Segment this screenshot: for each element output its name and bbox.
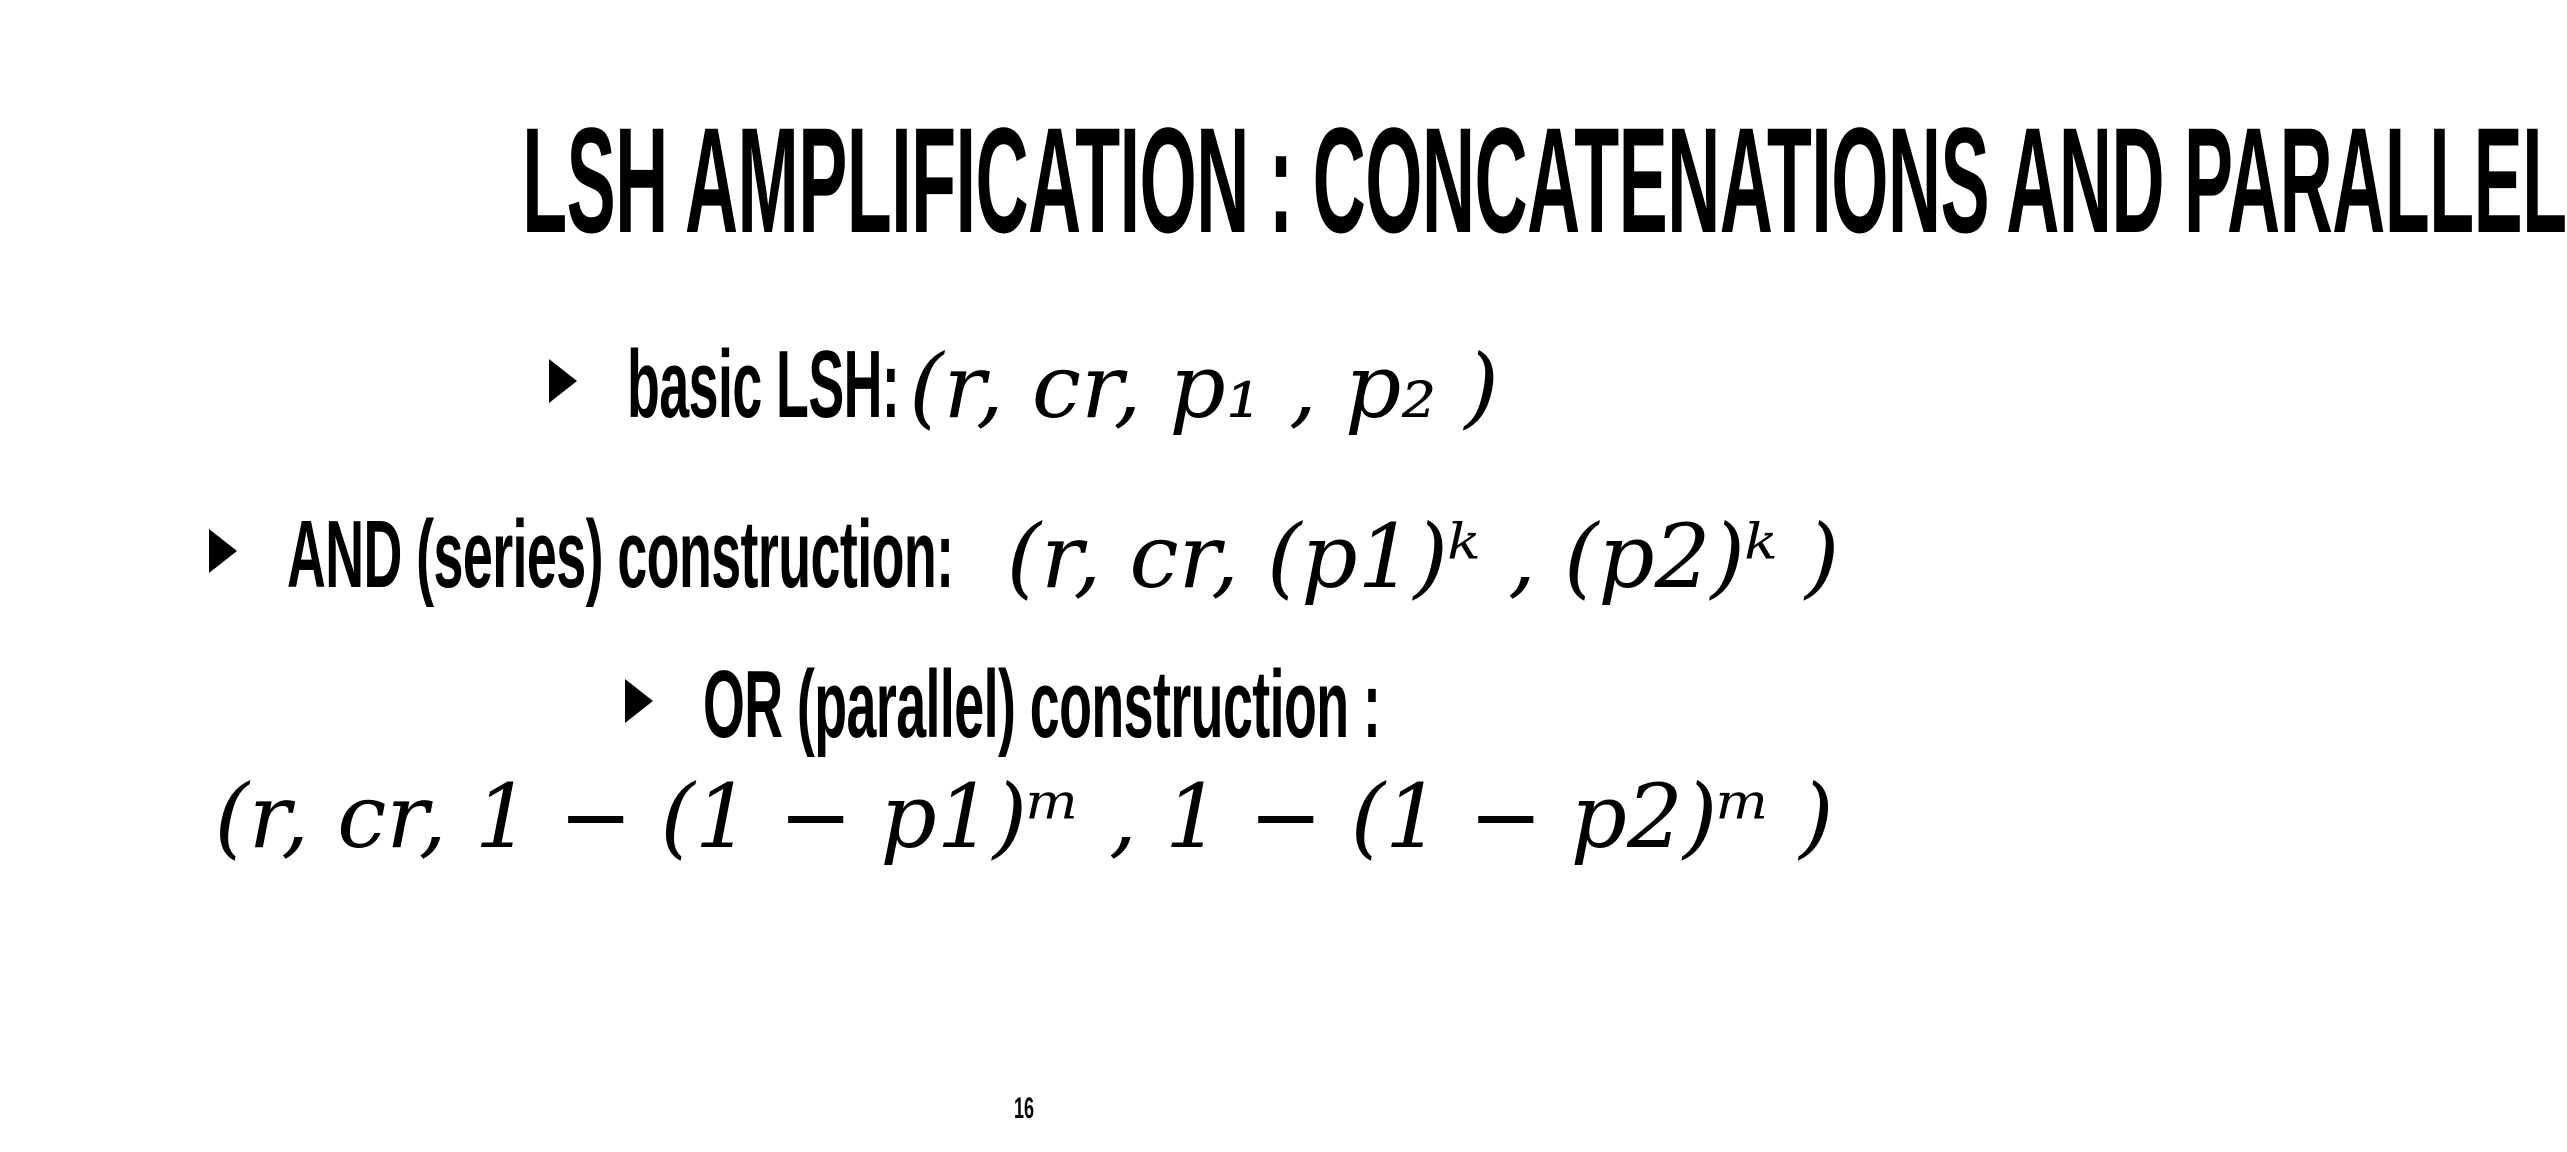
bullet-or-construction [0, 650, 2048, 760]
bullet-basic-lsh [0, 330, 2048, 440]
bullet-label: OR (parallel) construction : [703, 651, 1381, 758]
triangle-right-icon [625, 679, 653, 723]
bullet-and-construction [0, 500, 2048, 610]
slide-title: LSH AMPLIFICATION : CONCATENATIONS AND PARALLEL [522, 96, 2567, 264]
bullet-formula: (r, cr, p₁ , p₂ ) [909, 335, 1499, 438]
bullet-formula: (r, cr, 1 − (1 − p1)ᵐ , 1 − (1 − p2)ᵐ ) [214, 765, 1834, 868]
bullet-label: AND (series) construction: [286, 501, 954, 608]
page-number: 16 [1013, 1092, 1035, 1125]
triangle-right-icon [209, 529, 237, 573]
triangle-right-icon [549, 359, 577, 403]
bullet-formula: (r, cr, (p1)ᵏ , (p2)ᵏ ) [1006, 505, 1840, 608]
bullet-or-formula-line [0, 765, 2048, 868]
bullet-label: basic LSH: [627, 331, 900, 438]
